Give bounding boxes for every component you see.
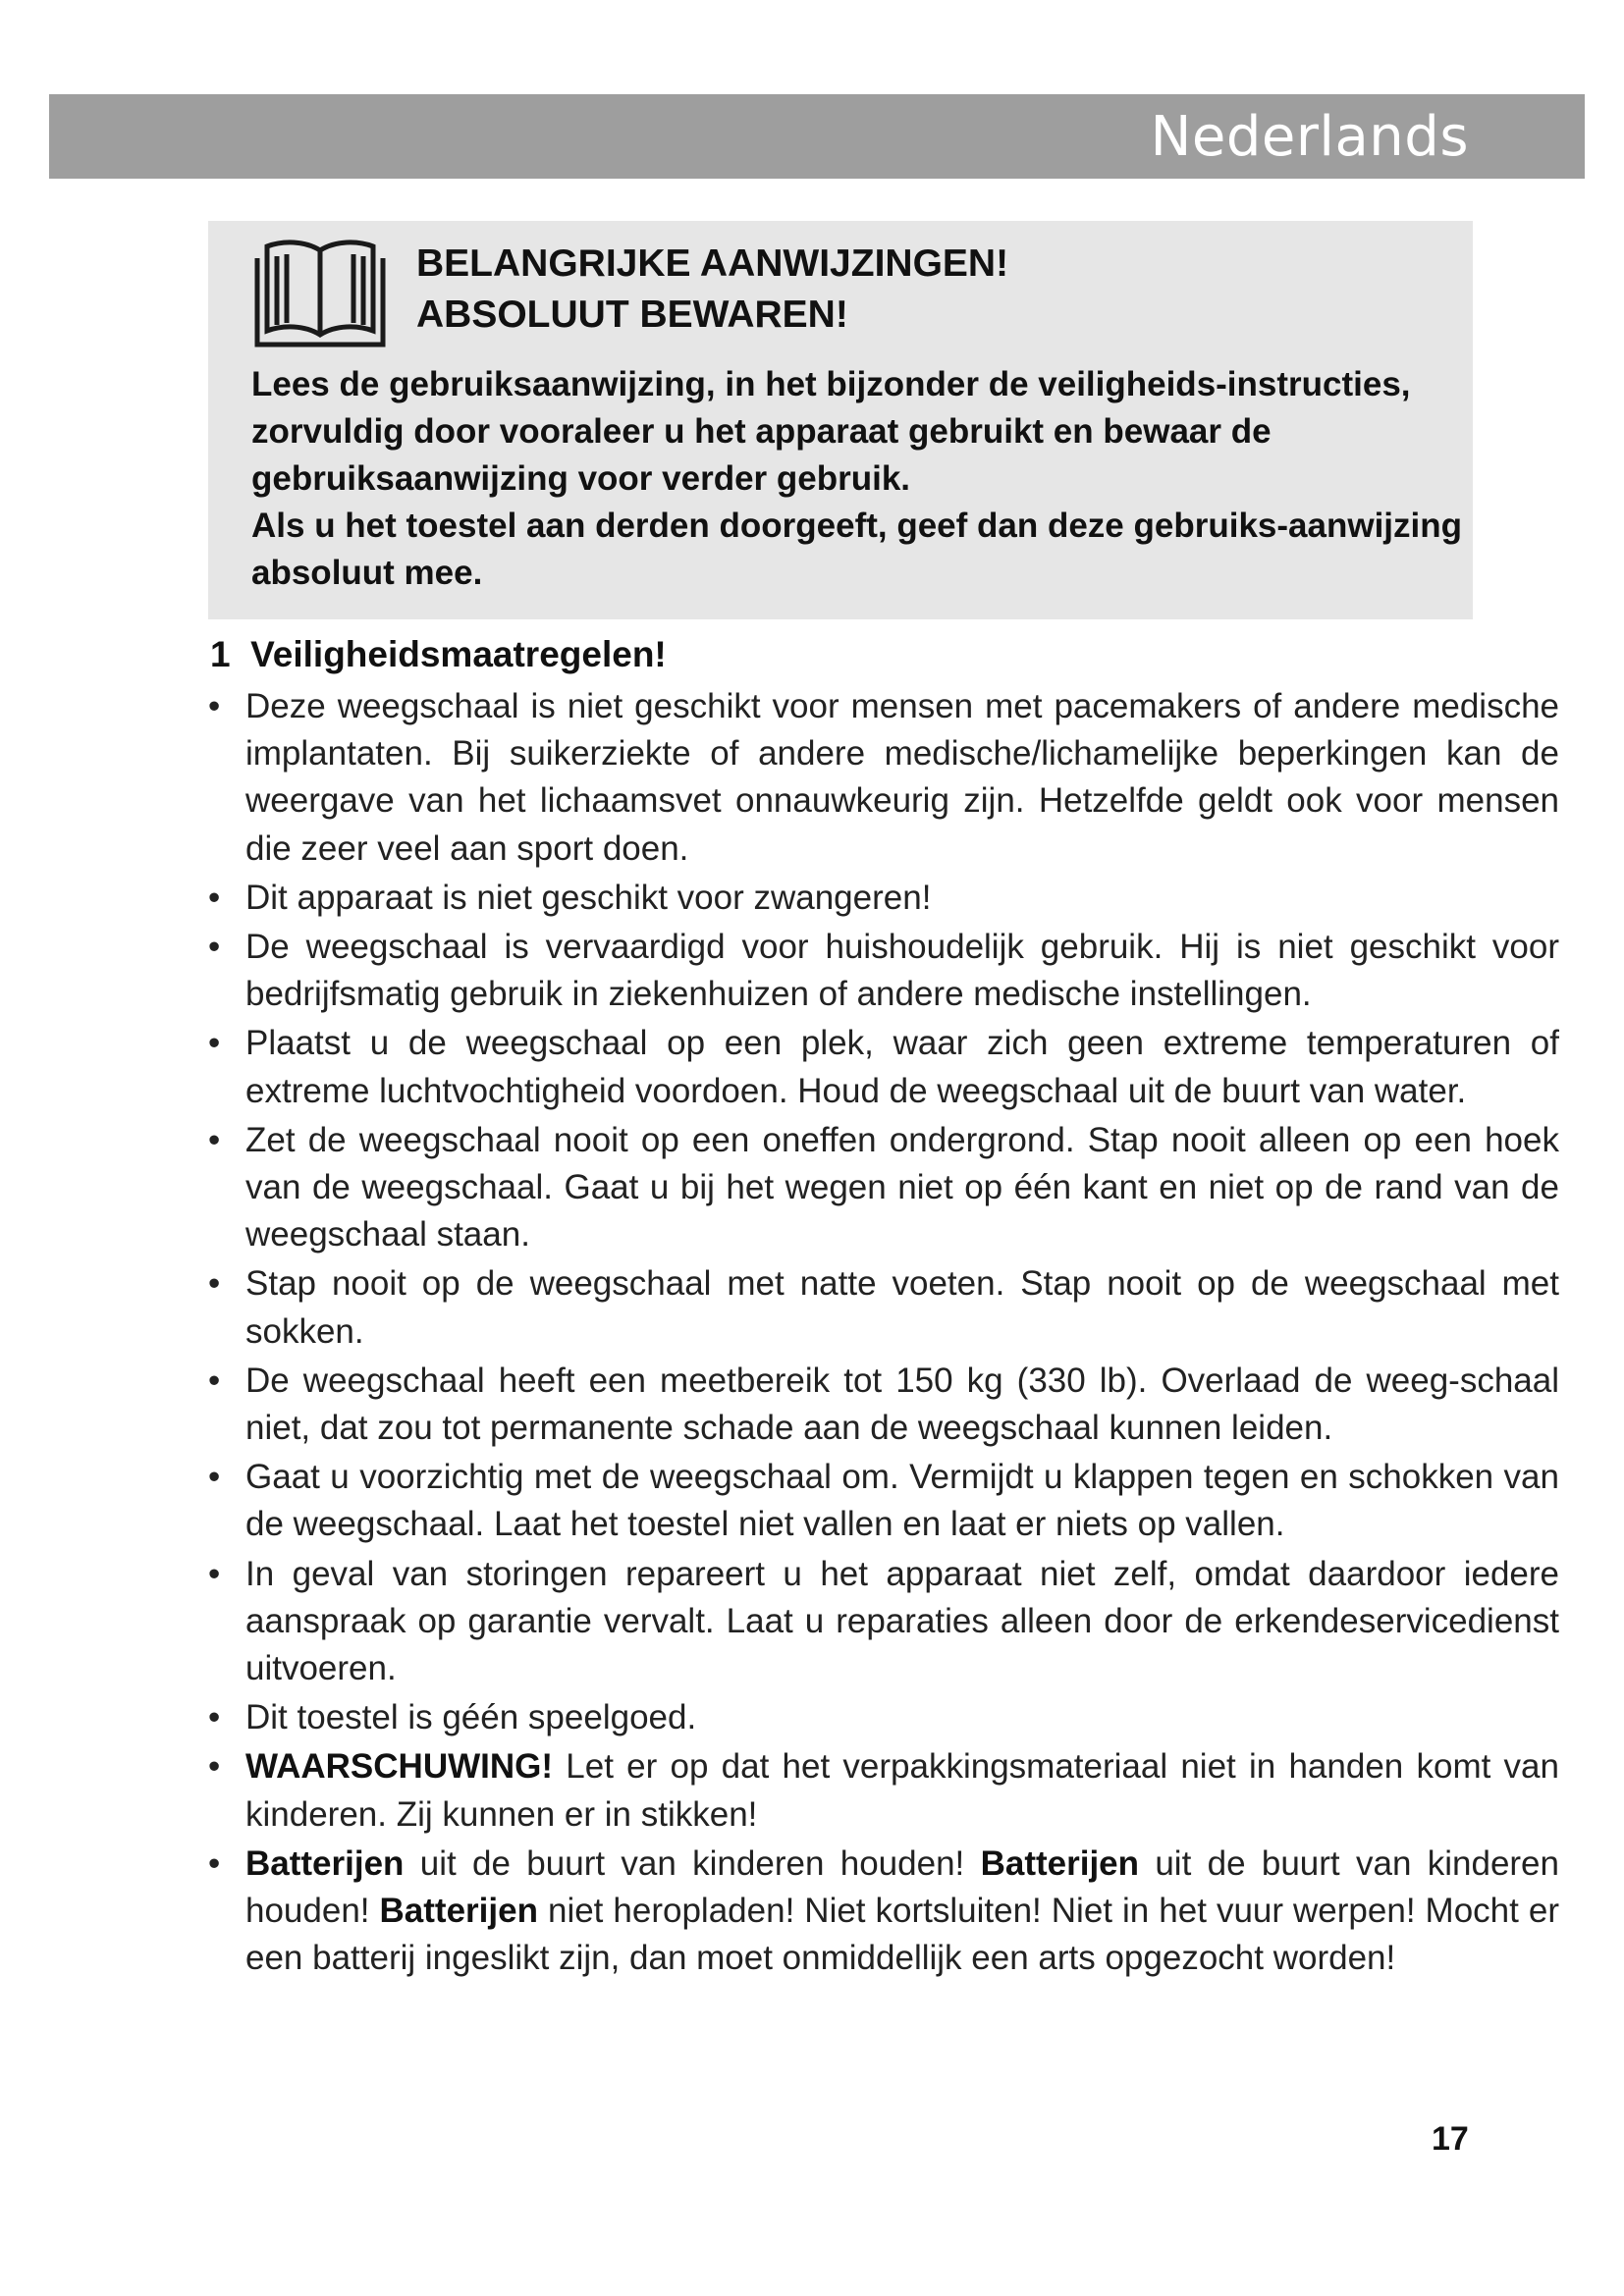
section-title: Veiligheidsmaatregelen! (250, 634, 667, 674)
warning-label: WAARSCHUWING! (245, 1747, 554, 1787)
notice-heading-line-1: BELANGRIJKE AANWIJZINGEN! (416, 242, 1009, 285)
important-notice-box (208, 221, 1473, 619)
list-item: • De weegschaal heeft een meetbereik tot 150 kg (330 lb). Overlaad de weeg-schaal niet, dat zou tot permanente schade aan de weegschaal kunnen leiden. (204, 1358, 1559, 1452)
language-label: Nederlands (1150, 104, 1469, 169)
list-item: • In geval van storingen repareert u het apparaat niet zelf, omdat daardoor iedere aanspraak op garantie vervalt. Laat u reparaties alleen door de erkendeservicedienst uitvoeren. (204, 1551, 1559, 1693)
battery-text-1: uit de buurt van kinderen houden! (404, 1843, 981, 1883)
open-book-icon (247, 235, 393, 352)
notice-heading-line-2: ABSOLUUT BEWAREN! (416, 294, 848, 336)
battery-bold-1: Batterijen (245, 1843, 405, 1883)
list-item: • Deze weegschaal is niet geschikt voor mensen met pacemakers of andere medische implantaten. Bij suikerziekte of andere medische/lichamelijke beperkingen kan de weergave van het lichaamsvet onnauwkeurig zijn. Hetzelfde geldt ook voor mensen die zeer veel aan sport doen. (204, 683, 1559, 873)
list-item: • Dit toestel is géén speelgoed. (204, 1694, 1559, 1741)
list-item: • De weegschaal is vervaardigd voor huishoudelijk gebruik. Hij is niet geschikt voor bedrijfsmatig gebruik in ziekenhuizen of andere medische instellingen. (204, 924, 1559, 1018)
battery-item (204, 1841, 1559, 1983)
notice-paragraph-2: Als u het toestel aan derden doorgeeft, geef dan deze gebruiks-aanwijzing absoluut mee. (251, 507, 1462, 592)
section-number: 1 (210, 634, 231, 674)
list-item: • Zet de weegschaal nooit op een oneffen ondergrond. Stap nooit alleen op een hoek van de weegschaal. Gaat u bij het wegen niet op één kant en niet op de rand van de weegschaal staan. (204, 1117, 1559, 1259)
language-header-bar (49, 94, 1585, 179)
battery-bold-2: Batterijen (980, 1843, 1140, 1883)
battery-text-3: niet heropladen! Niet kortsluiten! Niet in het vuur werpen! Mocht er een batterij ingeslikt zijn, dan moet onmiddellijk een arts opgezocht worden! (245, 1892, 1559, 1978)
notice-heading (416, 239, 1008, 341)
notice-paragraph-1: Lees de gebruiksaanwijzing, in het bijzonder de veiligheids-instructies, zorvuldig door vooraleer u het apparaat gebruikt en bewaar de gebruiksaanwijzing voor verder gebruik. (251, 365, 1411, 498)
page-number: 17 (1432, 2120, 1469, 2158)
list-item: • Gaat u voorzichtig met de weegschaal om. Vermijdt u klappen tegen en schokken van de weegschaal. Laat het toestel niet vallen en laat er niets op vallen. (204, 1454, 1559, 1548)
list-item: • Stap nooit op de weegschaal met natte voeten. Stap nooit op de weegschaal met sokken. (204, 1260, 1559, 1355)
safety-instructions-list (204, 683, 1559, 1984)
list-item: • Plaatst u de weegschaal op een plek, waar zich geen extreme temperaturen of extreme luchtvochtigheid voordoen. Houd de weegschaal uit de buurt van water. (204, 1020, 1559, 1114)
battery-text-2: uit de buurt van kinderen houden! (245, 1843, 1559, 1931)
section-heading (210, 630, 667, 679)
list-item: • Dit apparaat is niet geschikt voor zwangeren! (204, 875, 1559, 922)
warning-text: Let er op dat het verpakkingsmateriaal niet in handen komt van kinderen. Zij kunnen er in stikken! (245, 1747, 1559, 1834)
notice-text (251, 361, 1508, 597)
battery-bold-3: Batterijen (379, 1892, 538, 1931)
warning-item (204, 1743, 1559, 1838)
